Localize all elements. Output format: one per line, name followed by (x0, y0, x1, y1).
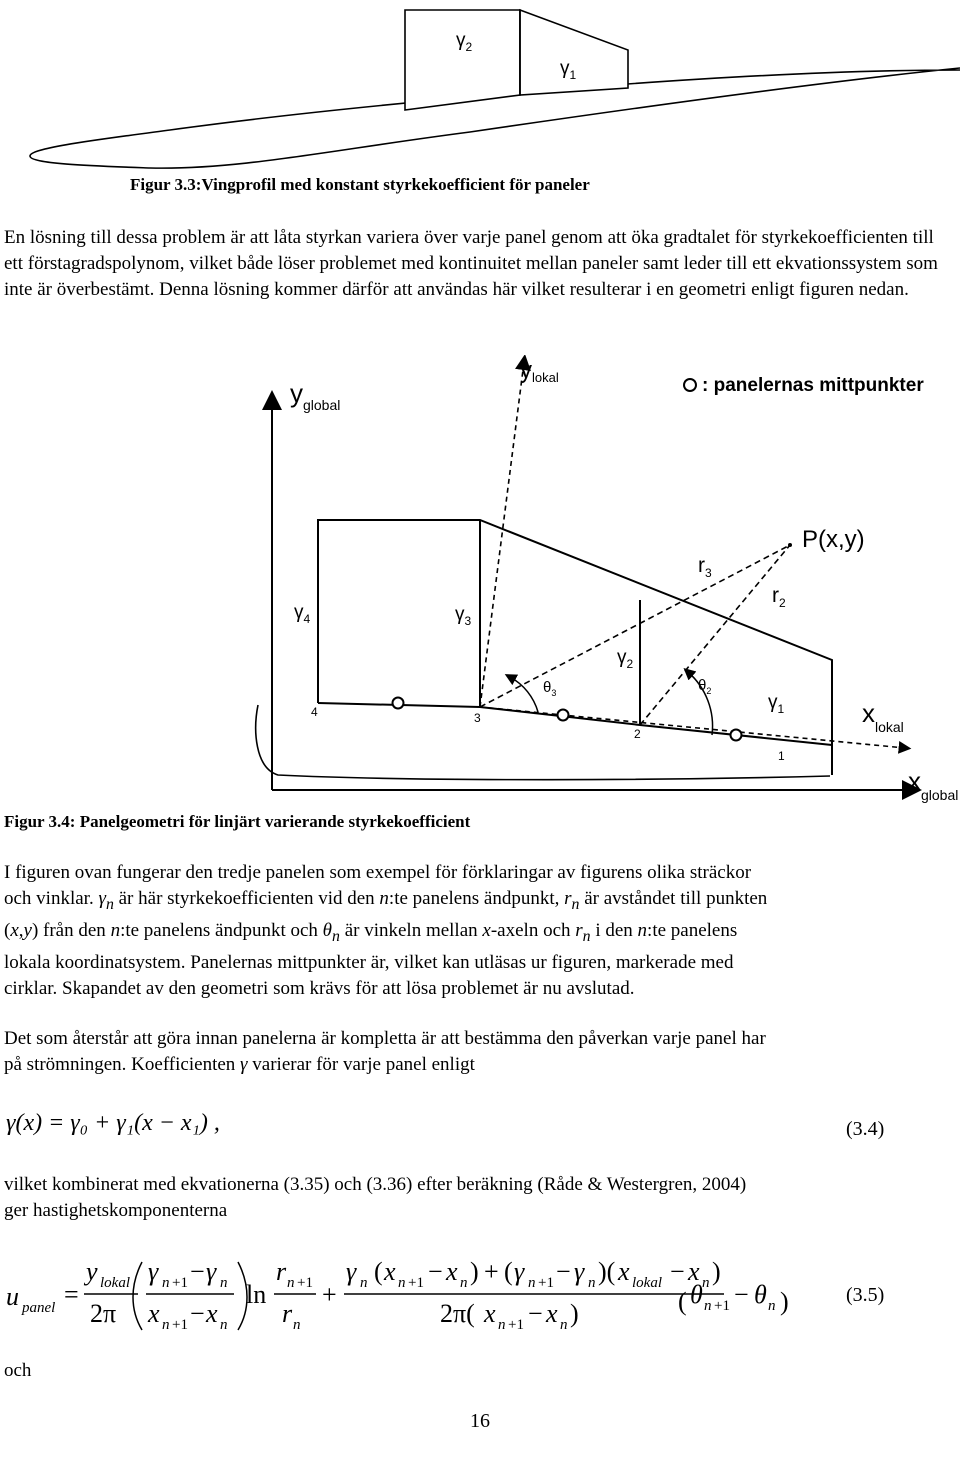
svg-text:ln: ln (246, 1280, 267, 1309)
svg-text:n: n (360, 1275, 368, 1291)
x-lokal-axis (480, 707, 905, 748)
page-number: 16 (470, 1410, 490, 1432)
equation-3-5 (0, 1245, 960, 1345)
svg-text:n: n (528, 1275, 536, 1291)
p2-line-3: (x,y) från den n:te panelens ändpunkt och $\theta_n$ är vinkeln mellan x-axeln och $r_n$ i den n:te panelens (4, 919, 738, 945)
figure-3-4-caption: Figur 3.4: Panelgeometri för linjärt varierande styrkekoefficient (4, 812, 471, 831)
paragraph-4 (4, 1172, 956, 1224)
svg-text:n: n (398, 1275, 406, 1291)
p2-line-4: lokala koordinatsystem. Panelernas mittpunkter är, vilket kan utläsas ur figuren, markerade med (4, 951, 734, 973)
r2-label: $r_2$ (772, 584, 786, 610)
svg-text:n: n (220, 1275, 228, 1291)
svg-text:γ: γ (346, 1257, 357, 1286)
svg-text:n: n (293, 1317, 301, 1333)
gamma3-label: $\gamma_3$ (455, 604, 472, 628)
svg-text:n: n (768, 1298, 776, 1314)
svg-text:γ: γ (514, 1257, 525, 1286)
p2-line-2: och vinklar. $\gamma_n$ är här styrkekoefficienten vid den n:te panelens ändpunkt, $r_n$ är avståndet till punkten (4, 888, 768, 913)
svg-text:n: n (287, 1275, 295, 1291)
p4-line-1: vilket kombinerat med ekvationerna (3.35) och (3.36) efter beräkning (Råde & Westergren, 2004) (4, 1174, 747, 1195)
p2-line-1: I figuren ovan fungerar den tredje panelen som exempel för förklaringar av figurens olika sträckor (4, 862, 752, 883)
svg-text:θ: θ (754, 1280, 767, 1309)
paragraph-1: En lösning till dessa problem är att låta styrkan variera över varje panel genom att öka gradtalet för styrkekoefficienten till ett förstagradspolynom, vilket både löser problemet med kontinuitet mellan paneler samt leder till ett ekvationssystem som inte är överbestämt. Denna lösning kommer därför att användas här vilket resulterar i en geometri enligt figuren nedan. (4, 227, 938, 300)
svg-text:): ) (570, 1299, 579, 1328)
svg-text:+1: +1 (714, 1298, 730, 1314)
y-global-label: $y_{global}$ (290, 378, 341, 413)
svg-text:−: − (190, 1257, 205, 1286)
svg-text:θ: θ (690, 1280, 703, 1309)
svg-text:x: x (618, 1257, 630, 1286)
svg-text:2π: 2π (90, 1299, 117, 1328)
svg-text:n: n (560, 1317, 568, 1333)
svg-text:)(: )( (598, 1257, 616, 1286)
fig33-gamma2-label: $\gamma_2$ (456, 30, 473, 54)
svg-text:r: r (276, 1257, 287, 1286)
svg-text:panel: panel (22, 1300, 56, 1316)
svg-text:x: x (546, 1299, 558, 1328)
svg-text:−: − (734, 1280, 749, 1309)
svg-text:+1: +1 (508, 1317, 524, 1333)
fig33-gamma1-label: $\gamma_1$ (560, 58, 577, 82)
svg-text:): ) (780, 1287, 789, 1316)
panel-bottom-edge (318, 703, 832, 745)
p3-line-2: på strömningen. Koefficienten γ varierar för varje panel enligt (4, 1054, 475, 1075)
r3-line (480, 545, 790, 707)
svg-text:lokal: lokal (632, 1275, 662, 1291)
panel-gamma2 (405, 10, 520, 110)
legend-text: : panelernas mittpunkter (702, 375, 924, 396)
svg-text:x: x (688, 1257, 700, 1286)
svg-text:−: − (190, 1299, 205, 1328)
equation-3-5-number: (3.5) (846, 1284, 885, 1306)
gamma4-label: $\gamma_4$ (294, 602, 311, 626)
midpoint-circle (731, 730, 742, 741)
r3-label: $r_3$ (698, 554, 712, 580)
svg-text:=: = (64, 1280, 79, 1309)
svg-text:r: r (282, 1299, 293, 1328)
p2-line-5: cirklar. Skapandet av den geometri som krävs för att lösa problemet är nu avslutad. (4, 977, 635, 999)
svg-text:+1: +1 (297, 1275, 313, 1291)
svg-text:(: ( (374, 1257, 383, 1286)
svg-text:+1: +1 (172, 1275, 188, 1291)
equation-3-4-number: (3.4) (846, 1118, 885, 1140)
paragraph-2 (4, 860, 956, 1002)
svg-text:): ) (712, 1257, 721, 1286)
y-lokal-label: ylokal (520, 357, 559, 385)
svg-text:u: u (6, 1282, 19, 1311)
svg-text:−: − (670, 1257, 685, 1286)
svg-text:γ: γ (206, 1257, 217, 1286)
node-3-label: 3 (474, 711, 481, 725)
svg-text:lokal: lokal (100, 1275, 130, 1291)
x-global-label: $x_{global}$ (908, 766, 959, 803)
svg-text:n: n (162, 1275, 170, 1291)
svg-text:x: x (484, 1299, 496, 1328)
svg-text:2π(: 2π( (440, 1299, 475, 1328)
svg-text:−: − (428, 1257, 443, 1286)
svg-text:y: y (86, 1257, 98, 1286)
equation-3-4: γ(x) = γ₀ + γ₁(x − x₁) , (6, 1110, 220, 1136)
point-P-label: P(x,y) (802, 526, 865, 553)
svg-text:n: n (220, 1317, 228, 1333)
point-P-marker (788, 543, 792, 547)
svg-text:+: + (484, 1257, 499, 1286)
x-lokal-label: $x_{lokal}$ (862, 698, 904, 735)
svg-text:x: x (148, 1299, 160, 1328)
p4-line-2: ger hastighetskomponenterna (4, 1200, 228, 1221)
svg-text:+1: +1 (408, 1275, 424, 1291)
svg-text:n: n (460, 1275, 468, 1291)
svg-text:γ: γ (574, 1257, 585, 1286)
theta3-arc (510, 677, 538, 712)
svg-text:−: − (556, 1257, 571, 1286)
node-1-label: 1 (778, 749, 785, 763)
midpoint-circle (393, 698, 404, 709)
svg-text:x: x (384, 1257, 396, 1286)
gamma1-label: $\gamma_1$ (768, 692, 785, 716)
midpoint-circle (558, 710, 569, 721)
svg-text:): ) (470, 1257, 479, 1286)
svg-text:(: ( (504, 1257, 513, 1286)
svg-text:γ: γ (148, 1257, 159, 1286)
svg-text:n: n (588, 1275, 596, 1291)
node-2-label: 2 (634, 727, 641, 741)
svg-text:n: n (704, 1298, 712, 1314)
svg-text:n: n (702, 1275, 710, 1291)
svg-text:x: x (446, 1257, 458, 1286)
p3-line-1: Det som återstår att göra innan panelerna är kompletta är att bestämma den påverkan varje panel har (4, 1028, 766, 1049)
legend-circle-icon (684, 379, 696, 391)
svg-text:x: x (206, 1299, 218, 1328)
och-text: och (4, 1360, 32, 1381)
svg-text:n: n (162, 1317, 170, 1333)
node-4-label: 4 (311, 705, 318, 719)
figure-3-4 (0, 355, 960, 815)
svg-text:(: ( (678, 1287, 687, 1316)
figure-3-3 (0, 0, 960, 170)
svg-text:+1: +1 (538, 1275, 554, 1291)
figure-3-3-caption: Figur 3.3:Vingprofil med konstant styrkekoefficient för paneler (130, 175, 590, 194)
svg-text:−: − (528, 1299, 543, 1328)
panel-gamma1 (520, 10, 628, 95)
theta3-label: $\theta_3$ (543, 679, 557, 698)
gamma2-label: $\gamma_2$ (617, 647, 634, 671)
theta2-label: $\theta_2$ (698, 677, 712, 696)
airfoil-lower-outline (256, 705, 830, 780)
paragraph-3 (4, 1026, 956, 1078)
svg-text:+1: +1 (172, 1317, 188, 1333)
svg-text:+: + (322, 1280, 337, 1309)
svg-text:n: n (498, 1317, 506, 1333)
